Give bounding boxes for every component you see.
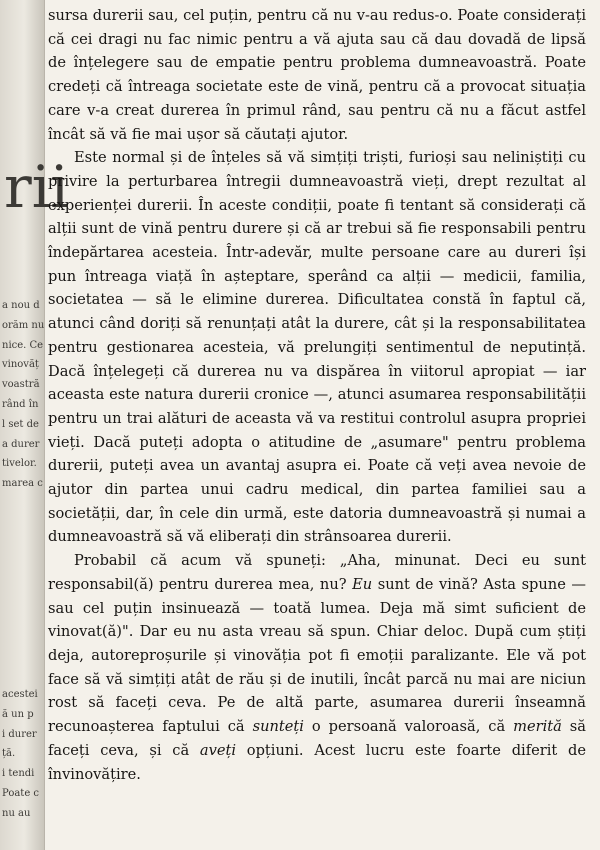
margin-line: ță. — [2, 748, 16, 760]
margin-line: voastră — [2, 379, 40, 391]
margin-line: l set de — [2, 418, 39, 430]
paragraph-text: sunt de vină? Asta spune — sau cel puțin insinuează — toată lumea. Deja mă simt suficient de vinovat(ă)". Dar eu nu asta vreau să spun. Chiar deloc. După cum știți deja, autoreproșurile și vinovăția pot fi emoții paralizante. Ele vă pot face să vă simțiți atât de rău și de inutili, încât parcă nu mai are niciun rost să faceți ceva. Pe de altă parte, asumarea durerii înseamnă recunoașterea faptului că — [48, 575, 586, 736]
margin-line: a nou d — [2, 300, 40, 311]
margin-line: Poate c — [2, 787, 40, 799]
adjacent-page-text-lower — [2, 685, 44, 824]
emphasis: sunteți — [252, 718, 304, 736]
margin-line: ă un p — [2, 708, 34, 720]
emphasis: Eu — [352, 575, 373, 593]
margin-line: nice. Ce — [2, 339, 44, 351]
emphasis: merită — [513, 718, 562, 736]
adjacent-page-heading-fragment: rii — [4, 153, 69, 221]
paragraph-text: o persoană valoroasă, că — [303, 718, 514, 736]
margin-line: i durer — [2, 728, 37, 740]
book-page-body — [48, 4, 586, 786]
paragraph: Este normal și de înțeles să vă simțiți triști, furioși sau neliniștiți cu privire la perturbarea întregii dumneavoastră vieți, drept rezultat al experienței durerii. În aceste condiții, poate fi tentant să considerați că alții sunt de vină pentru durere și că ar trebui să fie responsabili pentru îndepărtarea acesteia. Într-adevăr, multe persoane care au dureri își pun întreaga viață în așteptare, sperând ca alții — medicii, familia, societatea — să le elimine durerea. Dificultatea constă în faptul că, atunci când doriți să renunțați atât la durere, cât și la responsabilitatea pentru gestionarea acesteia, vă prelungiți sentimentul de neputință. Dacă înțelegeți că durerea nu va dispărea în viitorul apropiat — iar aceasta este natura durerii cronice —, atunci asumarea responsabilității pentru un trai alături de aceasta vă va restitui controlul asupra propriei vieți. Dacă puteți adopta o atitudine de „asumare" pentru problema durerii, puteți avea un avantaj asupra ei. Poate că veți avea nevoie de ajutor din partea unui cadru medical, din partea familiei sau a societății, dar, în cele din urmă, este datoria dumneavoastră și numai a dumneavoastră să vă eliberați din strânsoarea durerii. — [48, 149, 586, 546]
margin-line: orăm nu — [2, 319, 45, 331]
margin-line: nu au — [2, 807, 31, 819]
margin-line: tivelor. — [2, 458, 37, 470]
margin-line: vinovăț — [2, 359, 39, 371]
margin-line: i tendi — [2, 768, 35, 780]
paragraph-continuation: sursa durerii sau, cel puțin, pentru că nu v-au redus-o. Poate considerați că cei dragi nu fac nimic pentru a vă ajuta sau că dau dovadă de lipsă de înțelegere sau de empatie pentru problema dumneavoastră. Poate credeți că întreaga societate este de vină, pentru că a provocat situația care v-a creat durerea în primul rând, sau pentru că nu a făcut astfel încât să vă fie mai ușor să căutați ajutor. — [48, 7, 586, 143]
paragraph-text: opțiuni. Acest lucru este foarte diferit de învinovățire. — [48, 741, 586, 783]
margin-line: rând în — [2, 398, 39, 410]
paragraph — [48, 549, 586, 786]
adjacent-page-text-upper — [2, 296, 44, 494]
margin-line: a durer — [2, 438, 40, 450]
emphasis: aveți — [199, 741, 237, 759]
margin-line: acestei — [2, 689, 38, 700]
paragraph-text: să faceți ceva, și că — [48, 718, 586, 759]
paragraph-text: Probabil că acum vă spuneți: „Aha, minunat. Deci eu sunt responsabil(ă) pentru durerea mea, nu? — [48, 552, 586, 593]
adjacent-page-margin — [0, 0, 69, 850]
margin-line: marea c — [2, 478, 43, 490]
